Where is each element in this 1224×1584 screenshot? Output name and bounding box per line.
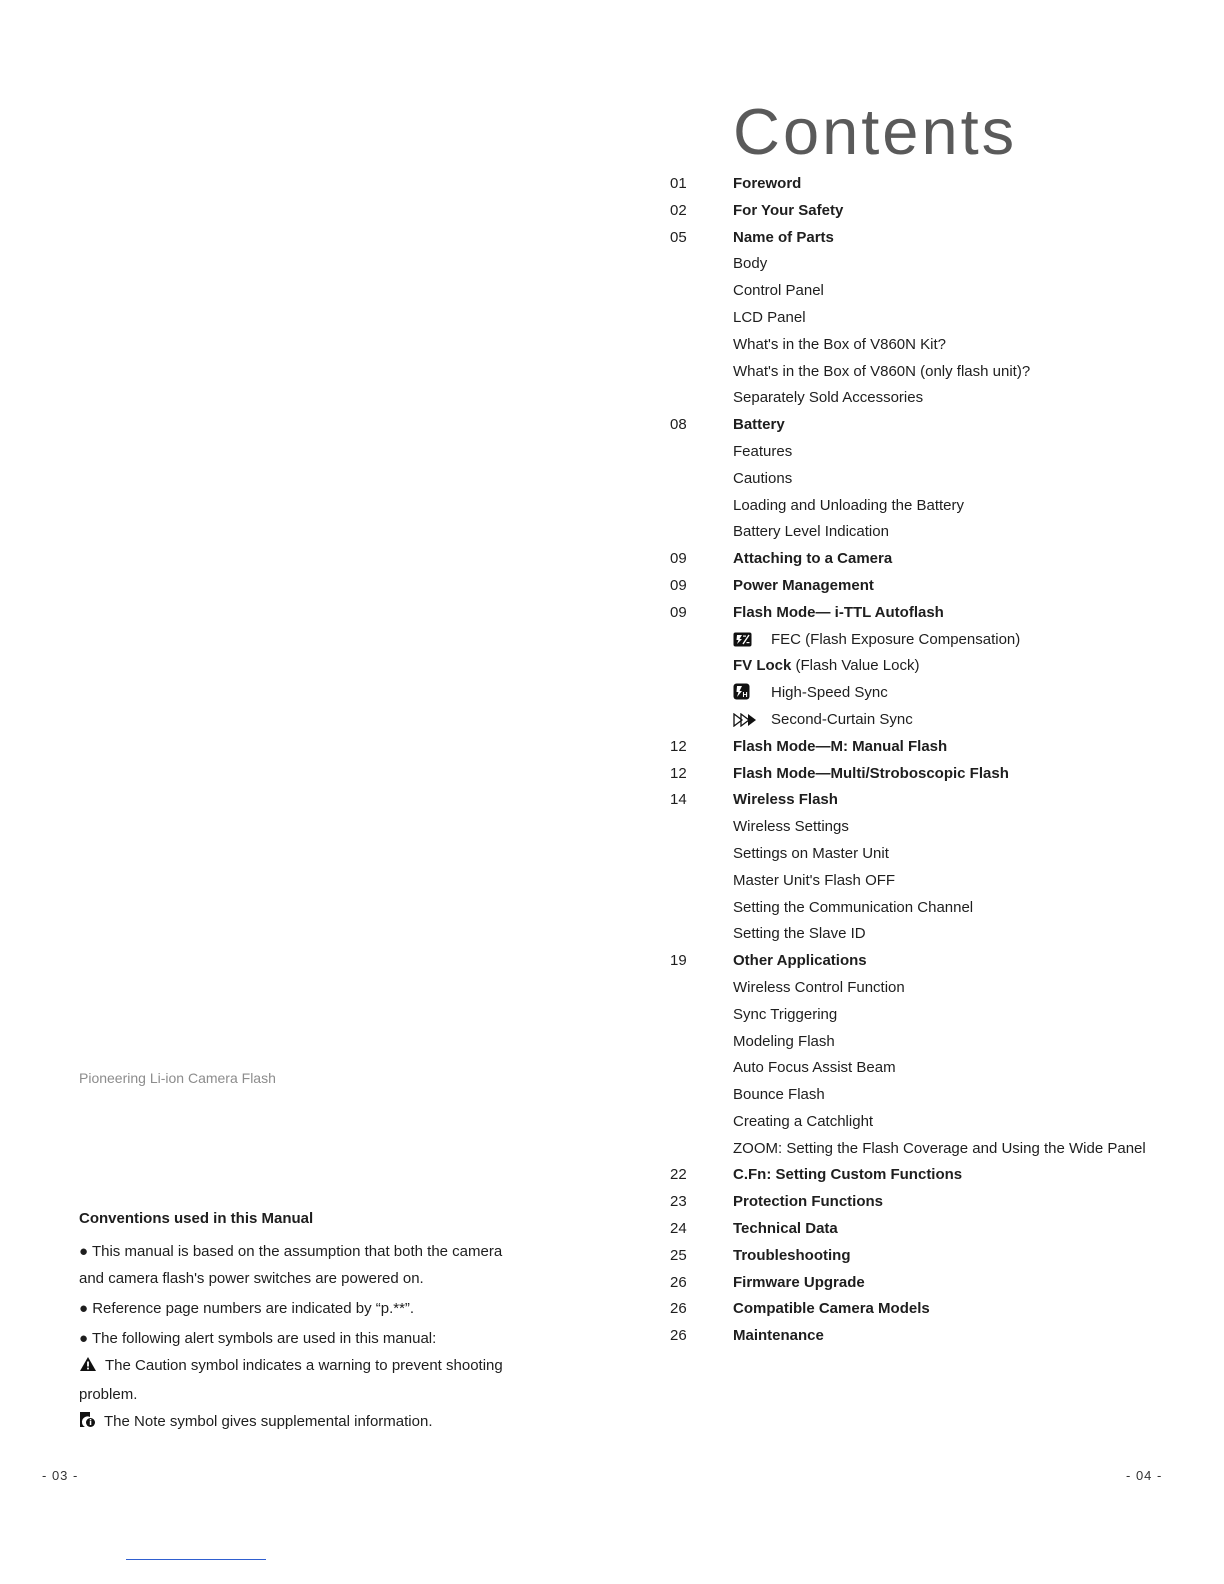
toc-title — [733, 1323, 824, 1350]
toc-title — [733, 814, 849, 841]
toc-page-number: 01 — [670, 175, 687, 192]
toc-title-text: Troubleshooting — [733, 1246, 851, 1264]
toc-entry[interactable] — [670, 921, 1210, 948]
toc-page-number: 12 — [670, 737, 687, 755]
svg-text:H: H — [742, 692, 748, 700]
toc-entry[interactable] — [670, 198, 1210, 225]
toc-title-text: FEC (Flash Exposure Compensation) — [771, 630, 1021, 648]
toc-title — [733, 787, 838, 814]
toc-title-text: Modeling Flash — [733, 1032, 835, 1050]
toc-title — [733, 1109, 873, 1136]
note-text: The Note symbol gives supplemental information. — [104, 1413, 433, 1430]
toc-entry[interactable] — [670, 761, 1210, 788]
toc-page-number: 26 — [670, 1273, 687, 1291]
toc-title — [733, 600, 944, 627]
toc-page-number: 26 — [670, 1327, 687, 1345]
toc-title-text: (Flash Value Lock) — [791, 657, 920, 675]
toc-entry[interactable] — [670, 707, 1210, 734]
toc-page-number: 05 — [670, 228, 687, 246]
toc-entry[interactable] — [670, 1002, 1210, 1029]
toc-entry[interactable] — [670, 1189, 1210, 1216]
toc-title-text: Features — [733, 442, 793, 460]
contents-title: Contents — [733, 95, 1018, 168]
toc-title-text: What's in the Box of V860N Kit? — [733, 335, 946, 353]
conventions-line: problem. — [79, 1386, 138, 1403]
toc-page-number: 24 — [670, 1220, 687, 1238]
conventions-line: ● Reference page numbers are indicated by “p.**”. — [79, 1300, 415, 1317]
toc-entry[interactable] — [670, 1082, 1210, 1109]
toc-title — [733, 1270, 865, 1297]
toc-entry[interactable] — [670, 975, 1210, 1002]
toc-title — [733, 171, 801, 198]
toc-page-number: 26 — [670, 1300, 687, 1318]
conventions-line: ● This manual is based on the assumption that both the camera — [79, 1243, 503, 1260]
toc-title-text: Firmware Upgrade — [733, 1273, 865, 1291]
toc-title — [733, 921, 866, 948]
toc-title — [733, 1296, 930, 1323]
toc-entry[interactable] — [670, 412, 1210, 439]
table-of-contents — [670, 171, 1210, 1350]
toc-title — [733, 761, 1009, 788]
toc-title-text: Battery Level Indication — [733, 523, 889, 541]
toc-title — [733, 1216, 838, 1243]
toc-entry[interactable] — [670, 1270, 1210, 1297]
toc-title — [733, 1162, 962, 1189]
toc-title-text: Power Management — [733, 576, 874, 594]
toc-title — [733, 439, 792, 466]
warning-triangle-icon — [79, 1354, 97, 1381]
toc-title — [733, 680, 888, 707]
toc-title-text: Attaching to a Camera — [733, 550, 893, 568]
toc-entry[interactable] — [670, 1029, 1210, 1056]
toc-page-number: 08 — [670, 416, 687, 434]
toc-entry[interactable] — [670, 439, 1210, 466]
toc-title-text: Maintenance — [733, 1327, 824, 1345]
toc-title-text: Setting the Slave ID — [733, 925, 866, 943]
toc-entry[interactable] — [670, 841, 1210, 868]
toc-entry[interactable] — [670, 1296, 1210, 1323]
toc-title-text: Control Panel — [733, 282, 824, 300]
toc-title — [733, 198, 843, 225]
toc-page-number: 09 — [670, 603, 687, 621]
toc-title-text: Cautions — [733, 469, 793, 487]
toc-entry[interactable] — [670, 1216, 1210, 1243]
toc-entry[interactable] — [670, 493, 1210, 520]
toc-title — [733, 305, 806, 332]
conventions-title: Conventions used in this Manual — [79, 1210, 314, 1227]
toc-title — [733, 546, 892, 573]
toc-title-text: Wireless Settings — [733, 818, 849, 836]
toc-title — [733, 466, 792, 493]
conventions-line: ● The following alert symbols are used in this manual: — [79, 1330, 437, 1347]
toc-title-text: ZOOM: Setting the Flash Coverage and Using the Wide Panel — [733, 1139, 1146, 1157]
toc-title — [733, 251, 767, 278]
toc-page-number: 12 — [670, 764, 687, 782]
toc-title-text: Other Applications — [733, 952, 867, 970]
toc-title-text: Wireless Control Function — [733, 978, 905, 996]
toc-entry[interactable] — [670, 332, 1210, 359]
toc-title-text: Compatible Camera Models — [733, 1300, 930, 1318]
toc-title-text: Master Unit's Flash OFF — [733, 871, 896, 889]
toc-entry[interactable] — [670, 305, 1210, 332]
toc-entry[interactable] — [670, 225, 1210, 252]
toc-entry[interactable] — [670, 359, 1210, 386]
toc-page-number: 02 — [670, 201, 687, 219]
toc-title — [733, 493, 964, 520]
toc-page-number: 19 — [670, 952, 687, 970]
toc-entry[interactable] — [670, 1055, 1210, 1082]
toc-title-text: Name of Parts — [733, 228, 834, 246]
toc-title-text: High-Speed Sync — [771, 684, 888, 702]
footer-link-line[interactable] — [126, 1559, 266, 1560]
toc-page-number: 25 — [670, 1246, 687, 1264]
toc-entry[interactable] — [670, 1136, 1210, 1163]
toc-title — [733, 975, 905, 1002]
toc-title-text: Battery — [733, 416, 785, 434]
toc-entry[interactable] — [670, 653, 1210, 680]
toc-entry[interactable] — [670, 680, 1210, 707]
toc-title-text: Separately Sold Accessories — [733, 389, 924, 407]
toc-entry[interactable] — [670, 1243, 1210, 1270]
toc-title-text: Foreword — [733, 175, 802, 192]
toc-entry[interactable] — [670, 519, 1210, 546]
toc-entry[interactable] — [670, 385, 1210, 412]
toc-title — [733, 895, 973, 922]
toc-title — [733, 1243, 851, 1270]
toc-title-text: Settings on Master Unit — [733, 844, 889, 862]
toc-entry[interactable] — [670, 251, 1210, 278]
page-number-right: - 04 - — [1126, 1468, 1163, 1483]
toc-entry[interactable] — [670, 814, 1210, 841]
toc-title-text: LCD Panel — [733, 308, 806, 326]
toc-title — [733, 1136, 1146, 1163]
page-number-left: - 03 - — [42, 1468, 79, 1483]
toc-title — [733, 707, 913, 734]
toc-title — [733, 332, 946, 359]
toc-entry[interactable] — [670, 466, 1210, 493]
toc-entry[interactable] — [670, 546, 1210, 573]
toc-title — [733, 1189, 883, 1216]
toc-entry[interactable] — [670, 171, 1210, 198]
toc-title-text: C.Fn: Setting Custom Functions — [733, 1166, 963, 1184]
high-speed-sync-icon — [733, 683, 757, 700]
toc-title-text: Flash Mode—Multi/Stroboscopic Flash — [733, 764, 1009, 782]
toc-title-text: Second-Curtain Sync — [771, 710, 913, 728]
toc-title-text: Protection Functions — [733, 1193, 883, 1211]
toc-title — [733, 653, 919, 680]
toc-entry[interactable] — [670, 1162, 1210, 1189]
toc-title-text: Bounce Flash — [733, 1086, 825, 1104]
toc-title — [733, 519, 889, 546]
toc-page-number: 09 — [670, 550, 687, 568]
toc-title — [733, 412, 785, 439]
toc-title — [733, 1029, 835, 1056]
toc-title-text: Flash Mode—M: Manual Flash — [733, 737, 948, 755]
conventions-section — [79, 1210, 549, 1437]
second-curtain-sync-icon — [733, 713, 757, 727]
toc-title-text: Setting the Communication Channel — [733, 898, 974, 916]
toc-title — [733, 385, 923, 412]
note-icon — [79, 1410, 96, 1437]
toc-entry[interactable] — [670, 948, 1210, 975]
toc-title-text: For Your Safety — [733, 201, 844, 219]
toc-title-text: Body — [733, 255, 768, 273]
toc-title — [733, 225, 834, 252]
toc-title-text: Flash Mode— i-TTL Autoflash — [733, 603, 944, 621]
toc-title-text: Technical Data — [733, 1220, 838, 1238]
toc-title — [733, 1055, 896, 1082]
toc-title-text: Sync Triggering — [733, 1005, 838, 1023]
toc-entry[interactable] — [670, 627, 1210, 654]
toc-entry[interactable] — [670, 895, 1210, 922]
tagline: Pioneering Li-ion Camera Flash — [79, 1070, 276, 1086]
toc-title — [733, 1002, 837, 1029]
toc-title-text: Auto Focus Assist Beam — [733, 1059, 896, 1077]
toc-page-number: 22 — [670, 1166, 687, 1184]
toc-title — [733, 734, 947, 761]
toc-page-number: 09 — [670, 576, 687, 594]
toc-entry[interactable] — [670, 573, 1210, 600]
toc-page-number: 14 — [670, 791, 687, 809]
toc-title-text: Creating a Catchlight — [733, 1112, 874, 1130]
toc-entry[interactable] — [670, 868, 1210, 895]
toc-entry[interactable] — [670, 734, 1210, 761]
toc-title — [733, 278, 824, 305]
toc-entry[interactable] — [670, 1109, 1210, 1136]
toc-entry[interactable] — [670, 600, 1210, 627]
conventions-note-line — [79, 1408, 549, 1437]
toc-title — [733, 359, 1030, 386]
conventions-line: and camera flash's power switches are powered on. — [79, 1270, 424, 1287]
toc-entry[interactable] — [670, 1323, 1210, 1350]
conventions-caution-line — [79, 1352, 549, 1381]
toc-title — [733, 841, 889, 868]
toc-title-text: Wireless Flash — [733, 791, 838, 809]
fec-icon — [733, 632, 757, 647]
toc-title — [733, 627, 1020, 654]
caution-text: The Caution symbol indicates a warning to prevent shooting — [105, 1357, 503, 1374]
toc-title — [733, 573, 874, 600]
toc-page-number: 23 — [670, 1193, 687, 1211]
toc-title-prefix: FV Lock — [733, 657, 792, 675]
toc-title — [733, 948, 867, 975]
toc-entry[interactable] — [670, 278, 1210, 305]
toc-title — [733, 868, 895, 895]
toc-title-text: What's in the Box of V860N (only flash unit)? — [733, 362, 1031, 380]
toc-title — [733, 1082, 825, 1109]
toc-title-text: Loading and Unloading the Battery — [733, 496, 965, 514]
toc-entry[interactable] — [670, 787, 1210, 814]
